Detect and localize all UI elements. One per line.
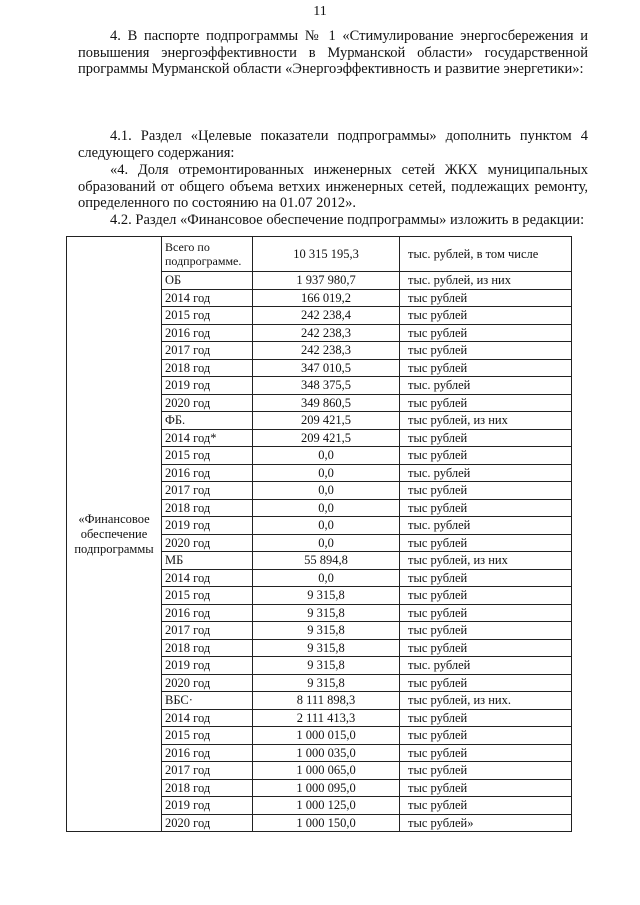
paragraph-4: 4. В паспорте подпрограммы № 1 «Стимулирование энергосбережения и повышения энергоэффективности в Мурманской области» государственной программы Мурманской области «Энергоэффективность и развитие энергетики»: [78, 28, 588, 77]
row-value: 1 937 980,7 [253, 272, 400, 290]
row-value: 0,0 [253, 534, 400, 552]
row-name: 2020 год [162, 534, 253, 552]
row-name: 2019 год [162, 657, 253, 675]
row-value: 0,0 [253, 464, 400, 482]
row-name: Всего по подпрограмме. [162, 237, 253, 272]
row-value: 349 860,5 [253, 394, 400, 412]
row-name: 2016 год [162, 464, 253, 482]
financing-table [66, 236, 572, 832]
row-name: 2019 год [162, 377, 253, 395]
row-value: 2 111 413,3 [253, 709, 400, 727]
row-unit: тыс рублей, из них. [400, 692, 572, 710]
row-name: 2015 год [162, 727, 253, 745]
row-name: 2017 год [162, 342, 253, 360]
row-unit: тыс. рублей [400, 517, 572, 535]
row-unit: тыс рублей [400, 762, 572, 780]
row-unit: тыс. рублей, в том числе [400, 237, 572, 272]
row-unit: тыс рублей [400, 394, 572, 412]
paragraph-4-1: 4.1. Раздел «Целевые показатели подпрограммы» дополнить пунктом 4 следующего содержания: [78, 128, 588, 161]
row-value: 242 238,3 [253, 342, 400, 360]
row-name: 2014 год [162, 709, 253, 727]
row-value: 0,0 [253, 482, 400, 500]
row-unit: тыс рублей [400, 569, 572, 587]
row-value: 1 000 035,0 [253, 744, 400, 762]
row-value: 347 010,5 [253, 359, 400, 377]
row-value: 0,0 [253, 447, 400, 465]
row-name: 2020 год [162, 394, 253, 412]
row-value: 1 000 095,0 [253, 779, 400, 797]
row-name: ФБ. [162, 412, 253, 430]
row-unit: тыс рублей [400, 307, 572, 325]
row-value: 348 375,5 [253, 377, 400, 395]
row-unit: тыс рублей [400, 797, 572, 815]
section-label: «Финансовое обеспечение подпрограммы [67, 237, 162, 832]
row-name: 2018 год [162, 359, 253, 377]
paragraph-quote-4: «4. Доля отремонтированных инженерных сетей ЖКХ муниципальных образований от общего объема ветхих инженерных сетей, подлежащих ремонту, определенного по состоянию на 01.07 2012». [78, 162, 588, 211]
row-name: 2018 год [162, 779, 253, 797]
row-value: 1 000 065,0 [253, 762, 400, 780]
row-unit: тыс рублей [400, 674, 572, 692]
row-value: 9 315,8 [253, 587, 400, 605]
row-value: 9 315,8 [253, 604, 400, 622]
row-value: 242 238,3 [253, 324, 400, 342]
row-unit: тыс рублей [400, 727, 572, 745]
row-unit: тыс рублей [400, 744, 572, 762]
row-name: 2014 год* [162, 429, 253, 447]
row-unit: тыс рублей, из них [400, 552, 572, 570]
row-value: 9 315,8 [253, 622, 400, 640]
row-unit: тыс. рублей [400, 657, 572, 675]
row-unit: тыс рублей [400, 499, 572, 517]
row-value: 9 315,8 [253, 639, 400, 657]
row-unit: тыс рублей, из них [400, 412, 572, 430]
table-row [67, 237, 572, 272]
row-name: 2014 год [162, 289, 253, 307]
row-name: 2016 год [162, 604, 253, 622]
row-unit: тыс рублей [400, 447, 572, 465]
row-name: ВБС· [162, 692, 253, 710]
row-name: 2016 год [162, 744, 253, 762]
row-value: 1 000 150,0 [253, 814, 400, 832]
row-name: 2020 год [162, 674, 253, 692]
row-unit: тыс рублей [400, 429, 572, 447]
row-unit: тыс рублей» [400, 814, 572, 832]
row-name: 2018 год [162, 639, 253, 657]
row-name: 2014 год [162, 569, 253, 587]
row-value: 209 421,5 [253, 429, 400, 447]
row-name: 2016 год [162, 324, 253, 342]
row-unit: тыс. рублей [400, 464, 572, 482]
row-name: 2020 год [162, 814, 253, 832]
row-value: 55 894,8 [253, 552, 400, 570]
row-value: 10 315 195,3 [253, 237, 400, 272]
paragraph-4-2: 4.2. Раздел «Финансовое обеспечение подпрограммы» изложить в редакции: [110, 212, 585, 228]
row-name: 2015 год [162, 587, 253, 605]
row-unit: тыс рублей [400, 482, 572, 500]
row-name: 2015 год [162, 307, 253, 325]
row-value: 1 000 125,0 [253, 797, 400, 815]
row-value: 1 000 015,0 [253, 727, 400, 745]
row-unit: тыс рублей [400, 779, 572, 797]
row-value: 166 019,2 [253, 289, 400, 307]
row-name: ОБ [162, 272, 253, 290]
row-value: 0,0 [253, 517, 400, 535]
row-name: 2017 год [162, 762, 253, 780]
row-unit: тыс рублей [400, 639, 572, 657]
row-name: 2017 год [162, 622, 253, 640]
row-unit: тыс рублей [400, 324, 572, 342]
row-value: 8 111 898,3 [253, 692, 400, 710]
row-name: 2019 год [162, 517, 253, 535]
row-value: 209 421,5 [253, 412, 400, 430]
row-value: 0,0 [253, 569, 400, 587]
row-unit: тыс. рублей, из них [400, 272, 572, 290]
row-value: 242 238,4 [253, 307, 400, 325]
row-unit: тыс рублей [400, 604, 572, 622]
row-value: 9 315,8 [253, 657, 400, 675]
row-unit: тыс рублей [400, 534, 572, 552]
row-unit: тыс рублей [400, 587, 572, 605]
page-number: 11 [313, 4, 327, 19]
row-name: 2015 год [162, 447, 253, 465]
row-value: 0,0 [253, 499, 400, 517]
row-name: 2019 год [162, 797, 253, 815]
row-unit: тыс. рублей [400, 377, 572, 395]
row-unit: тыс рублей [400, 289, 572, 307]
row-unit: тыс рублей [400, 709, 572, 727]
row-name: 2018 год [162, 499, 253, 517]
row-name: МБ [162, 552, 253, 570]
row-unit: тыс рублей [400, 622, 572, 640]
row-name: 2017 год [162, 482, 253, 500]
row-value: 9 315,8 [253, 674, 400, 692]
row-unit: тыс рублей [400, 342, 572, 360]
row-unit: тыс рублей [400, 359, 572, 377]
